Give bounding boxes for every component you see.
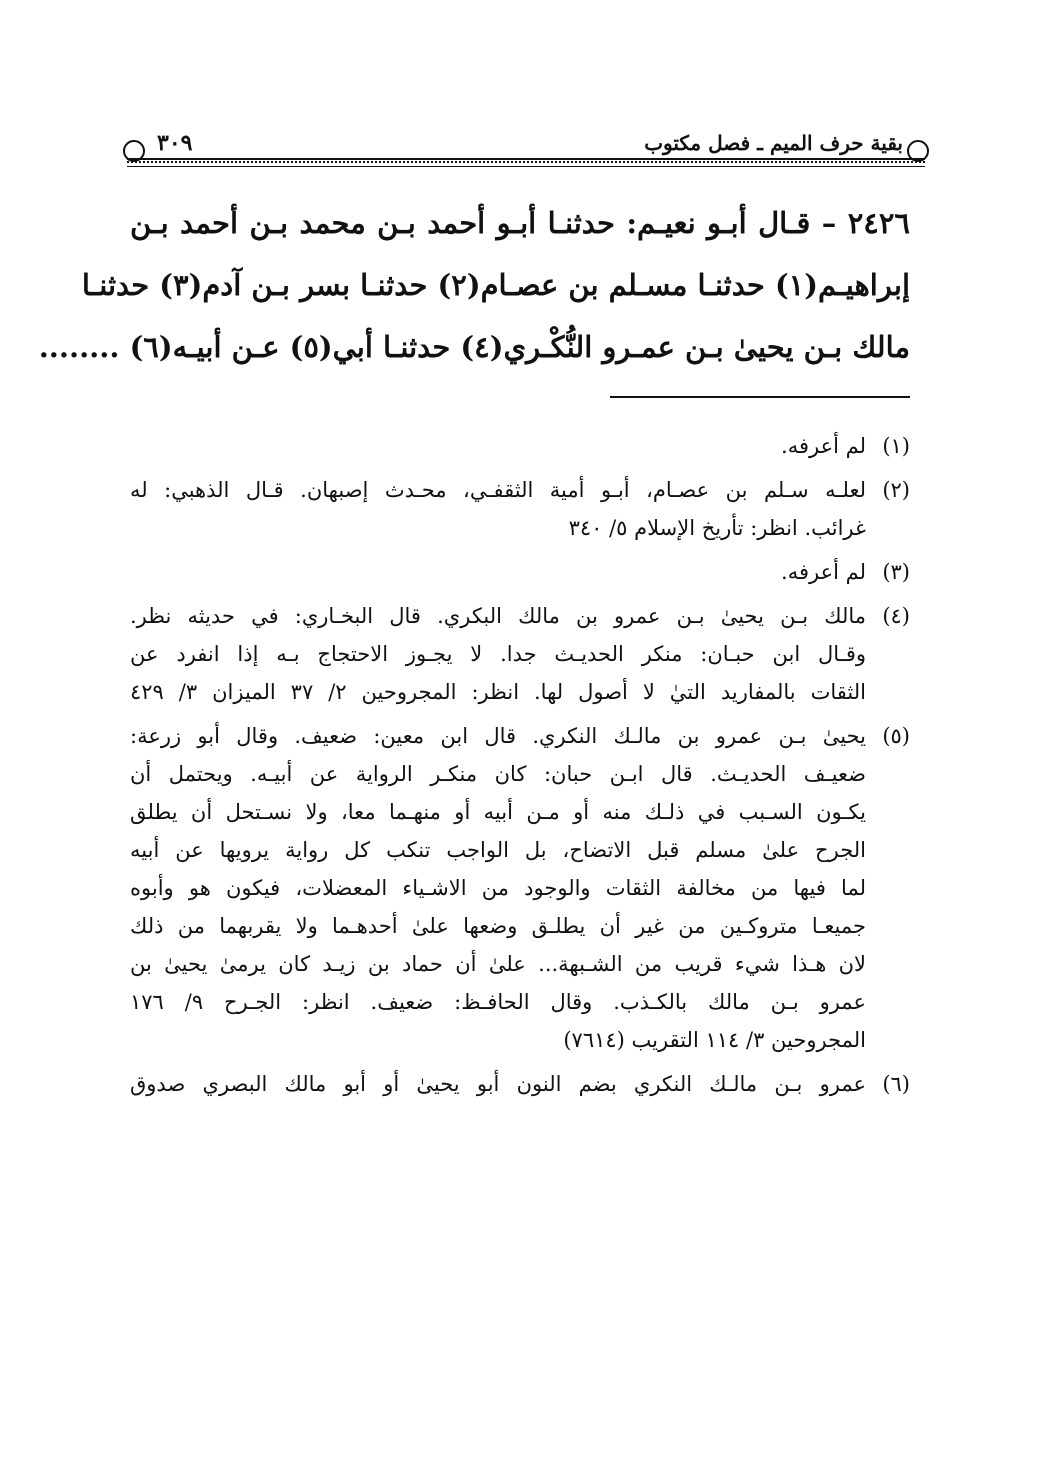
footnote-line: المجروحين ٣/ ١١٤ التقريب (٧٦١٤) — [563, 1028, 866, 1052]
footnote-number: (٢) — [882, 478, 910, 502]
running-header — [127, 128, 925, 162]
footnote-line: عمرو بـن مالك بالكـذب. وقال الحافـظ: ضعيف. انظر: الجـرح ٩/ ١٧٦ — [130, 990, 866, 1014]
footnote-line: يكـون السـبب في ذلـك منه أو مـن أبيه أو منهـما معا، ولا نسـتحل أن يطلق — [130, 800, 866, 824]
footnote-line: لم أعرفه. — [781, 434, 866, 458]
footnote-line: ضعيـف الحديـث. قال ابـن حبان: كان منكـر الرواية عن أبيـه. ويحتمل أن — [130, 762, 866, 786]
footnotes — [130, 427, 910, 1109]
hadith-line: ٢٤٢٦ – قـال أبـو نعيـم: حدثنـا أبـو أحمد بـن محمد بـن أحمد بـن — [130, 206, 910, 240]
footnote-6 — [130, 1065, 910, 1103]
hadith-line: إبراهيـم(١) حدثنـا مسـلم بن عصـام(٢) حدثنـا بسر بـن آدم(٣) حدثنـا — [81, 268, 910, 302]
footnote-number: (٥) — [882, 724, 910, 748]
footnote-line: وقـال ابن حبـان: منكر الحديـث جدا. لا يجـوز الاحتجاج بـه إذا انفرد عن — [130, 642, 866, 666]
footnote-5 — [130, 717, 910, 1059]
footnote-line: لم أعرفه. — [781, 560, 866, 584]
running-title: بقية حرف الميم ـ فصل مكتوب — [644, 131, 903, 155]
footnote-body — [130, 427, 866, 465]
footnote-line: لما فيها من مخالفة الثقات والوجود من الاشـياء المعضلات، فيكون هو وأبوه — [130, 876, 866, 900]
footnote-number: (٦) — [882, 1072, 910, 1096]
footnote-2 — [130, 471, 910, 547]
footnote-body — [130, 717, 866, 1059]
footnote-line: الثقات بالمفاريد التيٰ لا أصول لها. انظر: المجروحين ٢/ ٣٧ الميزان ٣/ ٤٢٩ — [130, 680, 866, 704]
footnote-line: لان هـذا شيء قريب من الشـبهة... علىٰ أن حماد بن زيـد كان يرمىٰ يحيىٰ بن — [130, 952, 866, 976]
hadith-line: مالك بـن يحيىٰ بـن عمـرو النُّكْـري(٤) حدثنـا أبي(٥) عـن أبيـه(٦) ........ — [38, 330, 910, 364]
footnote-line: مالك بـن يحيىٰ بـن عمرو بن مالك البكري. قال البخـاري: في حديثه نظر. — [130, 604, 866, 628]
footnote-separator — [610, 396, 910, 398]
header-rule — [127, 158, 925, 167]
footnote-line: الجرح علىٰ مسلم قبل الاتضاح، بل الواجب تنكب كل رواية يرويها عن أبيه — [130, 838, 866, 862]
footnote-number: (١) — [882, 434, 910, 458]
footnote-line: يحيىٰ بـن عمرو بن مالـك النكري. قال ابن معين: ضعيف. وقال أبو زرعة: — [130, 724, 866, 748]
footnote-line: جميعـا متروكـين من غير أن يطلـق وضعها علىٰ أحدهـما ولا يقربهما من ذلك — [130, 914, 866, 938]
footnote-number: (٣) — [882, 560, 910, 584]
footnote-line: عمرو بـن مالـك النكري بضم النون أبو يحيىٰ أو أبو مالك البصري صدوق — [130, 1072, 866, 1096]
footnote-body — [130, 1065, 866, 1103]
footnote-number: (٤) — [882, 604, 910, 628]
footnote-line: غرائب. انظر: تأريخ الإسلام ٥/ ٣٤٠ — [568, 516, 866, 540]
footnote-body — [130, 597, 866, 711]
hadith-text — [38, 192, 910, 378]
footnote-1 — [130, 427, 910, 465]
footnote-body — [130, 553, 866, 591]
footnote-line: لعلـه سـلم بن عصـام، أبـو أمية الثقفـي، محـدث إصبهان. قـال الذهبي: له — [130, 478, 866, 502]
footnote-4 — [130, 597, 910, 711]
footnote-body — [130, 471, 866, 547]
footnote-3 — [130, 553, 910, 591]
page-number: ٣٠٩ — [157, 130, 193, 156]
